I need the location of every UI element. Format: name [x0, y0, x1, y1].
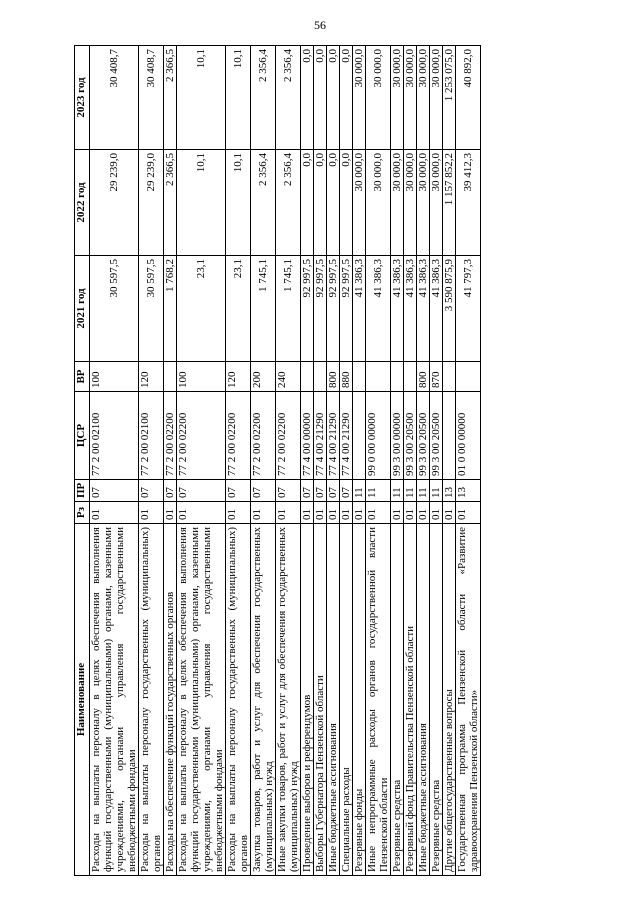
cell-pr: 07 [164, 480, 177, 502]
cell-amount-2022: 0,0 [301, 150, 314, 256]
cell-pr: 07 [90, 480, 139, 502]
cell-vr: 240 [276, 362, 301, 392]
cell-pr: 11 [404, 480, 417, 502]
table-row [456, 46, 481, 876]
table-row [391, 46, 404, 876]
header-rz: Рз [75, 502, 90, 524]
header-vr: ВР [75, 362, 90, 392]
cell-rz: 01 [443, 502, 456, 524]
cell-rz: 01 [417, 502, 430, 524]
cell-pr: 11 [417, 480, 430, 502]
cell-pr: 07 [314, 480, 327, 502]
cell-amount-2023: 0,0 [327, 46, 340, 150]
cell-rz: 01 [340, 502, 353, 524]
cell-csr: 77 2 00 02200 [164, 392, 177, 480]
cell-amount-2023: 2 366,5 [164, 46, 177, 150]
cell-amount-2021: 30 597,5 [139, 256, 164, 362]
cell-vr: 120 [139, 362, 164, 392]
cell-rz: 01 [366, 502, 391, 524]
cell-csr [443, 392, 456, 480]
cell-amount-2021: 41 386,3 [430, 256, 443, 362]
cell-amount-2021: 92 997,5 [327, 256, 340, 362]
cell-csr: 99 3 00 20500 [430, 392, 443, 480]
cell-pr: 07 [226, 480, 251, 502]
cell-amount-2023: 2 356,4 [276, 46, 301, 150]
cell-rz: 01 [327, 502, 340, 524]
cell-pr: 13 [456, 480, 481, 502]
table-row [366, 46, 391, 876]
cell-name: Расходы на обеспечение функций государственных органов [164, 524, 177, 876]
cell-amount-2022: 29 239,0 [90, 150, 139, 256]
cell-pr: 11 [353, 480, 366, 502]
cell-csr: 99 3 00 20500 [404, 392, 417, 480]
cell-amount-2023: 30 408,7 [139, 46, 164, 150]
cell-csr: 99 0 00 00000 [366, 392, 391, 480]
cell-name: Резервный фонд Правительства Пензенской области [404, 524, 417, 876]
cell-amount-2021: 1 745,1 [251, 256, 276, 362]
cell-amount-2021: 30 597,5 [90, 256, 139, 362]
cell-amount-2022: 30 000,0 [404, 150, 417, 256]
cell-vr [404, 362, 417, 392]
cell-vr: 120 [226, 362, 251, 392]
cell-vr [456, 362, 481, 392]
header-csr: ЦСР [75, 392, 90, 480]
cell-pr: 07 [301, 480, 314, 502]
table-row [90, 46, 139, 876]
cell-amount-2023: 30 408,7 [90, 46, 139, 150]
cell-pr: 07 [139, 480, 164, 502]
cell-vr [301, 362, 314, 392]
cell-csr: 77 2 00 02200 [226, 392, 251, 480]
cell-pr: 13 [443, 480, 456, 502]
cell-rz: 01 [456, 502, 481, 524]
table-row [177, 46, 226, 876]
cell-name: Закупка товаров, работ и услуг для обеспечения государственных (муниципальных) нужд [251, 524, 276, 876]
cell-amount-2021: 41 386,3 [353, 256, 366, 362]
cell-csr: 77 4 00 21290 [314, 392, 327, 480]
cell-pr: 11 [366, 480, 391, 502]
cell-amount-2021: 41 386,3 [391, 256, 404, 362]
cell-rz: 01 [251, 502, 276, 524]
page-number: 56 [314, 18, 326, 32]
cell-name: Расходы на выплаты персоналу в целях обеспечения выполнения функций государственными (муниципальными) органами, казенными учреждениями, органами управления государственными внебюджетными фондами [90, 524, 139, 876]
header-pr: ПР [75, 480, 90, 502]
cell-pr: 07 [251, 480, 276, 502]
cell-amount-2023: 30 000,0 [391, 46, 404, 150]
cell-pr: 11 [391, 480, 404, 502]
cell-amount-2022: 10,1 [226, 150, 251, 256]
table-row [301, 46, 314, 876]
cell-name: Резервные фонды [353, 524, 366, 876]
header-2021: 2021 год [75, 256, 90, 362]
cell-amount-2022: 0,0 [327, 150, 340, 256]
cell-amount-2021: 1 745,1 [276, 256, 301, 362]
table-row [327, 46, 340, 876]
cell-amount-2023: 0,0 [340, 46, 353, 150]
cell-amount-2023: 30 000,0 [430, 46, 443, 150]
cell-name: Государственная программа Пензенской области «Развитие здравоохранения Пензенской области» [456, 524, 481, 876]
cell-vr [443, 362, 456, 392]
cell-rz: 01 [404, 502, 417, 524]
cell-amount-2022: 0,0 [340, 150, 353, 256]
cell-rz: 01 [430, 502, 443, 524]
cell-csr: 99 3 00 00000 [391, 392, 404, 480]
cell-csr: 77 2 00 02200 [177, 392, 226, 480]
cell-amount-2021: 41 386,3 [417, 256, 430, 362]
cell-amount-2021: 41 386,3 [366, 256, 391, 362]
cell-rz: 01 [177, 502, 226, 524]
cell-vr: 100 [90, 362, 139, 392]
cell-csr: 77 4 00 00000 [301, 392, 314, 480]
table-row [430, 46, 443, 876]
cell-vr: 800 [327, 362, 340, 392]
cell-rz: 01 [314, 502, 327, 524]
table-row [340, 46, 353, 876]
cell-vr: 880 [340, 362, 353, 392]
table-row [417, 46, 430, 876]
cell-pr: 07 [276, 480, 301, 502]
cell-rz: 01 [353, 502, 366, 524]
cell-name: Расходы на выплаты персоналу государственных (муниципальных) органов [226, 524, 251, 876]
cell-amount-2023: 10,1 [177, 46, 226, 150]
cell-name: Расходы на выплаты персоналу в целях обеспечения выполнения функций государственными (муниципальными) органами, казенными учреждениями, органами управления государственными внебюджетными фондами [177, 524, 226, 876]
cell-amount-2023: 40 892,0 [456, 46, 481, 150]
cell-amount-2022: 2 356,4 [276, 150, 301, 256]
cell-vr: 800 [417, 362, 430, 392]
cell-vr [164, 362, 177, 392]
cell-csr: 77 4 00 21290 [340, 392, 353, 480]
cell-vr [391, 362, 404, 392]
cell-amount-2023: 10,1 [226, 46, 251, 150]
cell-amount-2022: 0,0 [314, 150, 327, 256]
header-2023: 2023 год [75, 46, 90, 150]
cell-amount-2021: 1 768,2 [164, 256, 177, 362]
cell-vr: 200 [251, 362, 276, 392]
cell-name: Иные закупки товаров, работ и услуг для обеспечения государственных (муниципальных) нужд [276, 524, 301, 876]
cell-amount-2023: 0,0 [314, 46, 327, 150]
cell-amount-2023: 30 000,0 [353, 46, 366, 150]
cell-rz: 01 [301, 502, 314, 524]
table-row [251, 46, 276, 876]
cell-name: Иные бюджетные ассигнования [327, 524, 340, 876]
cell-csr: 77 2 00 02100 [90, 392, 139, 480]
cell-vr [314, 362, 327, 392]
cell-vr: 870 [430, 362, 443, 392]
cell-amount-2023: 1 253 075,0 [443, 46, 456, 150]
cell-amount-2022: 39 412,3 [456, 150, 481, 256]
cell-amount-2021: 23,1 [226, 256, 251, 362]
cell-rz: 01 [90, 502, 139, 524]
cell-name: Выборы Губернатора Пензенской области [314, 524, 327, 876]
cell-csr: 77 4 00 21290 [327, 392, 340, 480]
cell-vr: 100 [177, 362, 226, 392]
table-row [139, 46, 164, 876]
cell-amount-2023: 30 000,0 [366, 46, 391, 150]
cell-amount-2021: 92 997,5 [314, 256, 327, 362]
cell-csr [353, 392, 366, 480]
cell-amount-2022: 30 000,0 [353, 150, 366, 256]
cell-name: Специальные расходы [340, 524, 353, 876]
budget-table [74, 45, 481, 876]
cell-amount-2022: 30 000,0 [417, 150, 430, 256]
cell-vr [366, 362, 391, 392]
cell-vr [353, 362, 366, 392]
cell-rz: 01 [164, 502, 177, 524]
cell-pr: 07 [177, 480, 226, 502]
cell-amount-2023: 30 000,0 [417, 46, 430, 150]
cell-amount-2022: 2 366,5 [164, 150, 177, 256]
cell-amount-2023: 30 000,0 [404, 46, 417, 150]
cell-rz: 01 [276, 502, 301, 524]
cell-amount-2021: 3 590 875,9 [443, 256, 456, 362]
cell-amount-2022: 1 157 852,2 [443, 150, 456, 256]
cell-csr: 77 2 00 02100 [139, 392, 164, 480]
table-row [314, 46, 327, 876]
cell-csr: 77 2 00 02200 [251, 392, 276, 480]
table-header-row [75, 46, 90, 876]
cell-amount-2022: 30 000,0 [430, 150, 443, 256]
cell-rz: 01 [226, 502, 251, 524]
cell-csr: 01 0 00 00000 [456, 392, 481, 480]
cell-name: Расходы на выплаты персоналу государственных (муниципальных) органов [139, 524, 164, 876]
cell-pr: 07 [340, 480, 353, 502]
cell-name: Другие общегосударственные вопросы [443, 524, 456, 876]
header-2022: 2022 год [75, 150, 90, 256]
cell-name: Иные бюджетные ассигнования [417, 524, 430, 876]
cell-amount-2022: 30 000,0 [366, 150, 391, 256]
cell-name: Резервные средства [430, 524, 443, 876]
cell-csr: 77 2 00 02200 [276, 392, 301, 480]
cell-csr: 99 3 00 20500 [417, 392, 430, 480]
cell-amount-2021: 23,1 [177, 256, 226, 362]
cell-amount-2022: 2 356,4 [251, 150, 276, 256]
cell-amount-2021: 92 997,5 [301, 256, 314, 362]
table-row [404, 46, 417, 876]
cell-pr: 07 [327, 480, 340, 502]
cell-pr: 11 [430, 480, 443, 502]
table-row [353, 46, 366, 876]
cell-amount-2021: 92 997,5 [340, 256, 353, 362]
header-name: Наименование [75, 524, 90, 876]
cell-amount-2021: 41 797,3 [456, 256, 481, 362]
cell-rz: 01 [139, 502, 164, 524]
cell-amount-2022: 29 239,0 [139, 150, 164, 256]
cell-amount-2022: 10,1 [177, 150, 226, 256]
budget-table-rotated [74, 46, 610, 876]
cell-amount-2023: 0,0 [301, 46, 314, 150]
cell-rz: 01 [391, 502, 404, 524]
table-row [226, 46, 251, 876]
cell-name: Проведение выборов и референдумов [301, 524, 314, 876]
cell-name: Иные непрограммные расходы органов государственной власти Пензенской области [366, 524, 391, 876]
cell-name: Резервные средства [391, 524, 404, 876]
table-row [164, 46, 177, 876]
table-row [443, 46, 456, 876]
cell-amount-2021: 41 386,3 [404, 256, 417, 362]
table-row [276, 46, 301, 876]
cell-amount-2022: 30 000,0 [391, 150, 404, 256]
cell-amount-2023: 2 356,4 [251, 46, 276, 150]
